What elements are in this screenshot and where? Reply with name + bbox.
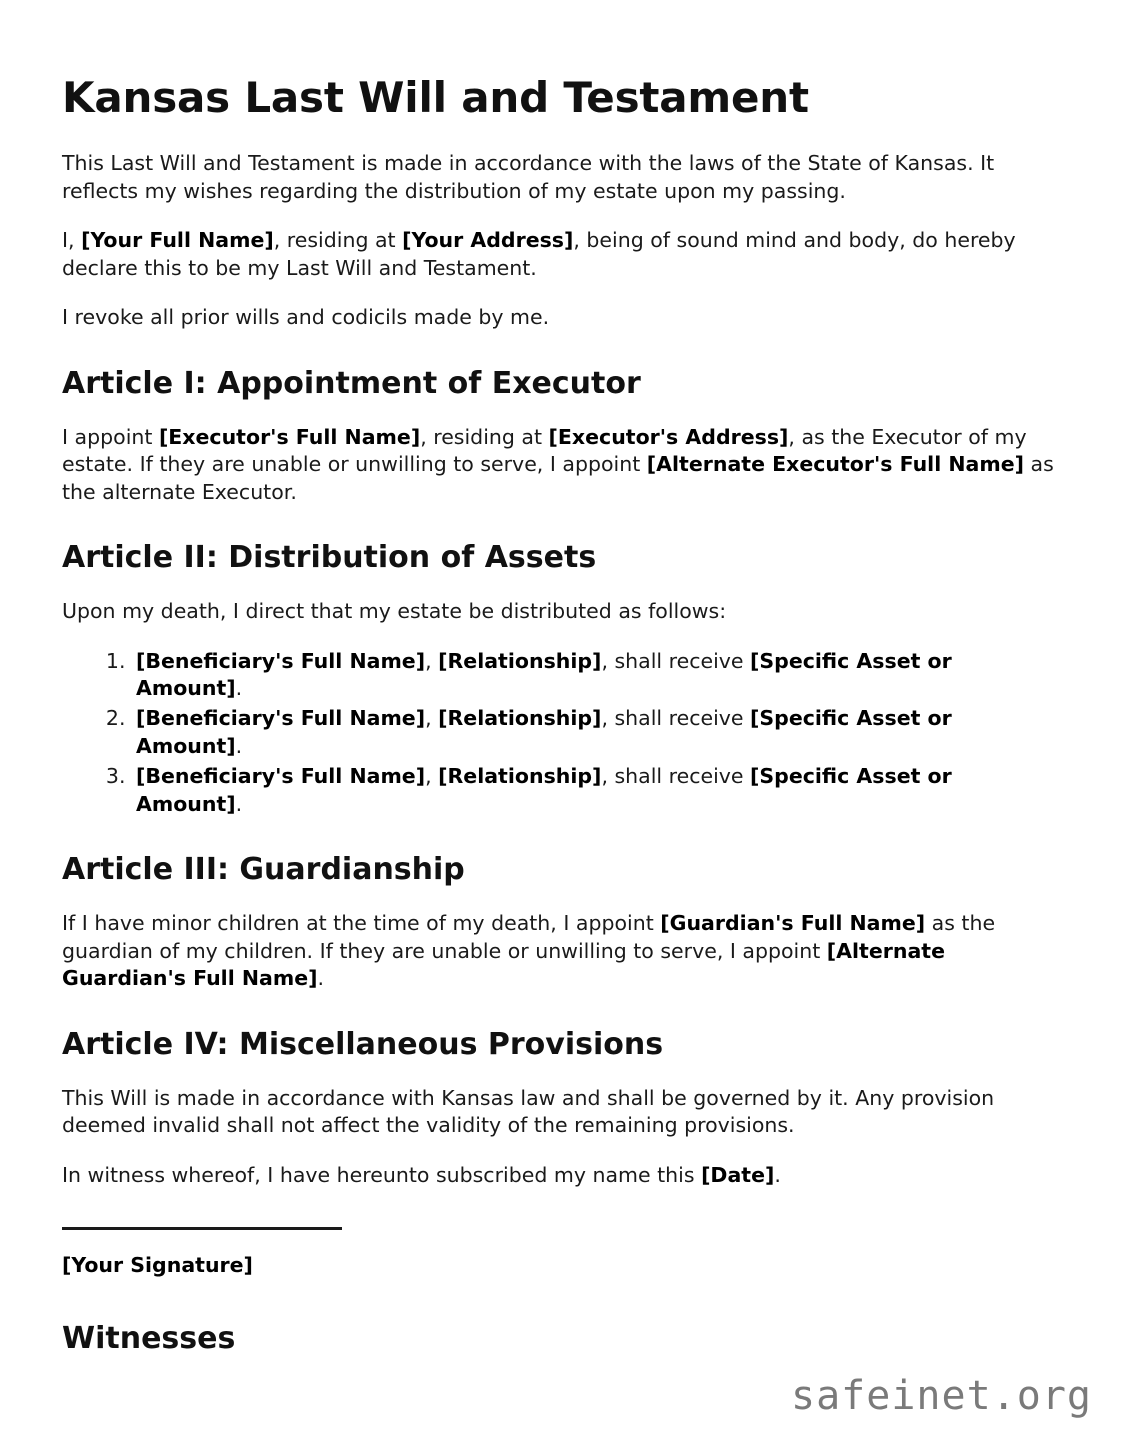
asset-amount-placeholder: [Specific Asset or Amount]	[136, 648, 952, 700]
beneficiary-name-placeholder: [Beneficiary's Full Name]	[136, 764, 426, 789]
beneficiary-middle-text: , shall receive	[601, 706, 751, 731]
declaration-part-1: I,	[62, 228, 82, 253]
article-4-heading: Article IV: Miscellaneous Provisions	[62, 1026, 664, 1062]
beneficiary-middle-text: , shall receive	[601, 648, 751, 673]
alternate-executor-placeholder: [Alternate Executor's Full Name]	[646, 452, 1024, 477]
beneficiary-name-placeholder: [Beneficiary's Full Name]	[136, 706, 426, 731]
article-2-heading: Article II: Distribution of Assets	[62, 540, 597, 576]
beneficiary-middle-text: , shall receive	[601, 764, 751, 789]
beneficiary-end-punctuation: .	[235, 791, 243, 816]
beneficiary-list	[62, 648, 1062, 819]
beneficiary-name-placeholder: [Beneficiary's Full Name]	[136, 648, 426, 673]
relationship-placeholder: [Relationship]	[438, 706, 602, 731]
beneficiary-separator: ,	[425, 706, 439, 731]
article-1-part-2: , residing at	[420, 424, 549, 449]
beneficiary-end-punctuation: .	[235, 675, 243, 700]
executor-name-placeholder: [Executor's Full Name]	[158, 424, 421, 449]
declaration-paragraph	[62, 227, 1062, 282]
asset-amount-placeholder: [Specific Asset or Amount]	[136, 764, 952, 816]
your-full-name-placeholder: [Your Full Name]	[81, 228, 274, 253]
article-1-paragraph	[62, 424, 1062, 506]
declaration-part-2: , residing at	[273, 228, 403, 253]
witnesses-heading: Witnesses	[62, 1320, 236, 1356]
date-placeholder: [Date]	[701, 1162, 775, 1187]
article-1-part-3: , as the Executor of my estate. If they are unable or unwilling to serve, I appoint	[62, 424, 1027, 477]
list-item	[132, 705, 1062, 760]
beneficiary-separator: ,	[425, 648, 439, 673]
attestation-part-2: .	[774, 1162, 781, 1187]
list-item	[132, 763, 1062, 818]
page-title: Kansas Last Will and Testament	[62, 73, 809, 122]
your-address-placeholder: [Your Address]	[402, 228, 574, 253]
beneficiary-end-punctuation: .	[235, 733, 243, 758]
article-1-heading: Article I: Appointment of Executor	[62, 365, 641, 401]
intro-paragraph-text: This Last Will and Testament is made in accordance with the laws of the State of Kansas. It reflects my wishes regarding the distribution of my estate upon my passing.	[62, 151, 995, 203]
article-3-part-2: as the guardian of my children. If they are unable or unwilling to serve, I appoint	[62, 911, 996, 963]
attestation-part-1: In witness whereof, I have hereunto subscribed my name this	[62, 1162, 702, 1187]
guardian-name-placeholder: [Guardian's Full Name]	[660, 911, 926, 936]
article-2-intro: Upon my death, I direct that my estate be distributed as follows:	[62, 599, 727, 624]
watermark: safeinet.org	[791, 1373, 1092, 1419]
attestation-paragraph	[62, 1162, 1062, 1189]
intro-paragraph	[62, 150, 1062, 205]
relationship-placeholder: [Relationship]	[438, 764, 602, 789]
article-3-part-3: .	[317, 966, 325, 991]
list-item	[132, 648, 1062, 703]
signature-label: [Your Signature]	[62, 1253, 253, 1278]
relationship-placeholder: [Relationship]	[438, 648, 602, 673]
revocation-paragraph	[62, 304, 1062, 331]
article-1-part-4: as the alternate Executor.	[62, 452, 1054, 504]
asset-amount-placeholder: [Specific Asset or Amount]	[136, 706, 952, 758]
declaration-part-3: , being of sound mind and body, do hereby declare this to be my Last Will and Testament.	[62, 228, 1016, 280]
article-3-heading: Article III: Guardianship	[62, 852, 465, 888]
governing-law-paragraph: This Will is made in accordance with Kansas law and shall be governed by it. Any provision deemed invalid shall not affect the validity of the remaining provisions.	[62, 1085, 995, 1138]
article-3-part-1: If I have minor children at the time of my death, I appoint	[62, 911, 661, 936]
article-3-paragraph	[62, 910, 1062, 992]
beneficiary-separator: ,	[425, 764, 439, 789]
article-1-part-1: I appoint	[62, 424, 159, 449]
revocation-text: I revoke all prior wills and codicils made by me.	[62, 305, 550, 330]
executor-address-placeholder: [Executor's Address]	[548, 424, 789, 449]
signature-line	[62, 1227, 342, 1230]
alternate-guardian-placeholder: [Alternate Guardian's Full Name]	[62, 938, 946, 991]
